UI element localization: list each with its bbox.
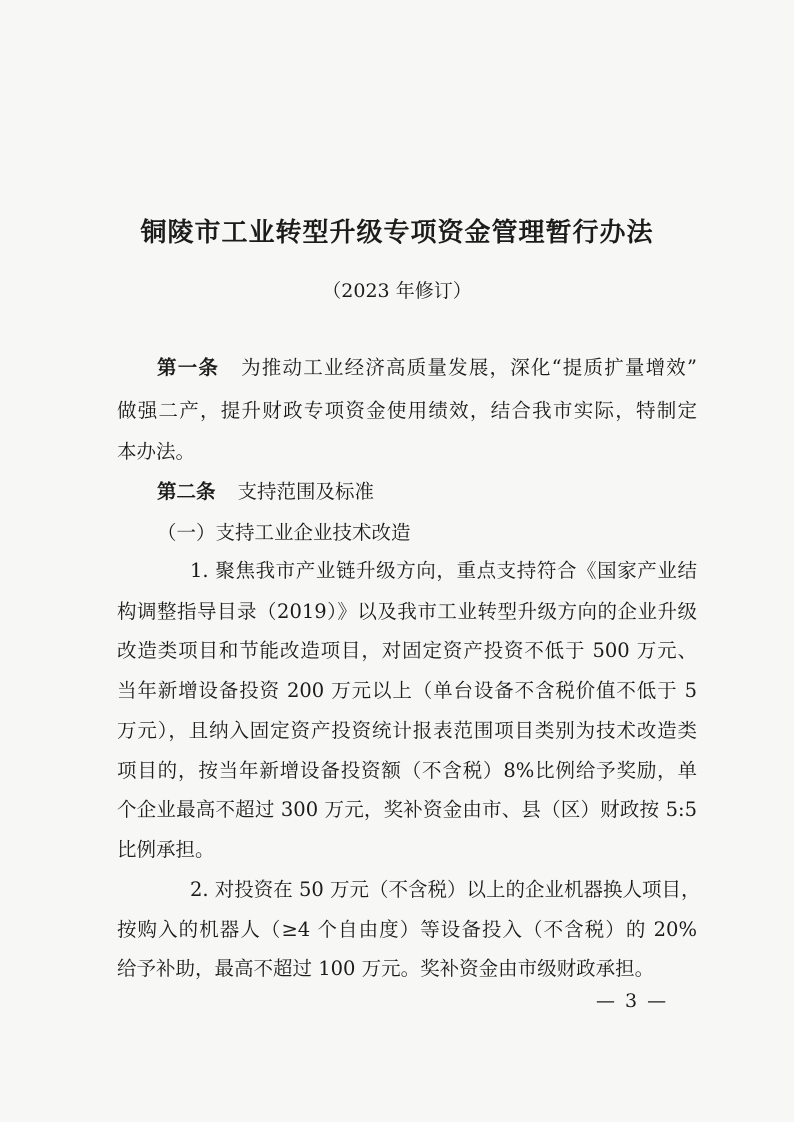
item1-line-5: 万元），且纳入固定资产投资统计报表范围项目类别为技术改造类 — [117, 719, 697, 742]
item1-line-3: 改造类项目和节能改造项目，对固定资产投资不低于 500 万元、 — [117, 639, 697, 662]
item1-line-4: 当年新增设备投资 200 万元以上（单台设备不含税价值不低于 5 — [117, 679, 697, 702]
article1-line-2: 做强二产，提升财政专项资金使用绩效，结合我市实际，特制定 — [117, 399, 697, 422]
article2-heading: 支持范围及标准 — [237, 480, 375, 503]
article1-line-1: 第一条 为推动工业经济高质量发展，深化“提质扩量增效” — [157, 356, 697, 379]
article1-line-3: 本办法。 — [117, 440, 196, 463]
page-number: — 3 — — [596, 990, 669, 1012]
article2-line — [157, 476, 697, 504]
item1-line-1: 1. 聚焦我市产业链升级方向，重点支持符合《国家产业结 — [190, 559, 697, 582]
article1-label: 第一条 — [157, 356, 220, 379]
item1-line-7: 个企业最高不超过 300 万元，奖补资金由市、县（区）财政按 5:5 — [117, 798, 697, 821]
item1-line-2: 构调整指导目录（2019）》以及我市工业转型升级方向的企业升级 — [117, 600, 697, 623]
item1-line-6: 项目的，按当年新增设备投资额（不含税）8%比例给予奖励，单 — [117, 759, 697, 782]
item2-line-2: 按购入的机器人（≥4 个自由度）等设备投入（不含税）的 20% — [117, 918, 697, 941]
article2-label: 第二条 — [157, 480, 216, 503]
document-title: 铜陵市工业转型升级专项资金管理暂行办法 — [140, 218, 654, 248]
item1-line-8: 比例承担。 — [117, 838, 215, 861]
item2-line-1: 2. 对投资在 50 万元（不含税）以上的企业机器换人项目， — [190, 878, 701, 901]
document-subtitle: （2023 年修订） — [322, 280, 472, 302]
section1-heading: （一）支持工业企业技术改造 — [157, 521, 411, 544]
item2-line-3: 给予补助，最高不超过 100 万元。奖补资金由市级财政承担。 — [117, 957, 655, 980]
